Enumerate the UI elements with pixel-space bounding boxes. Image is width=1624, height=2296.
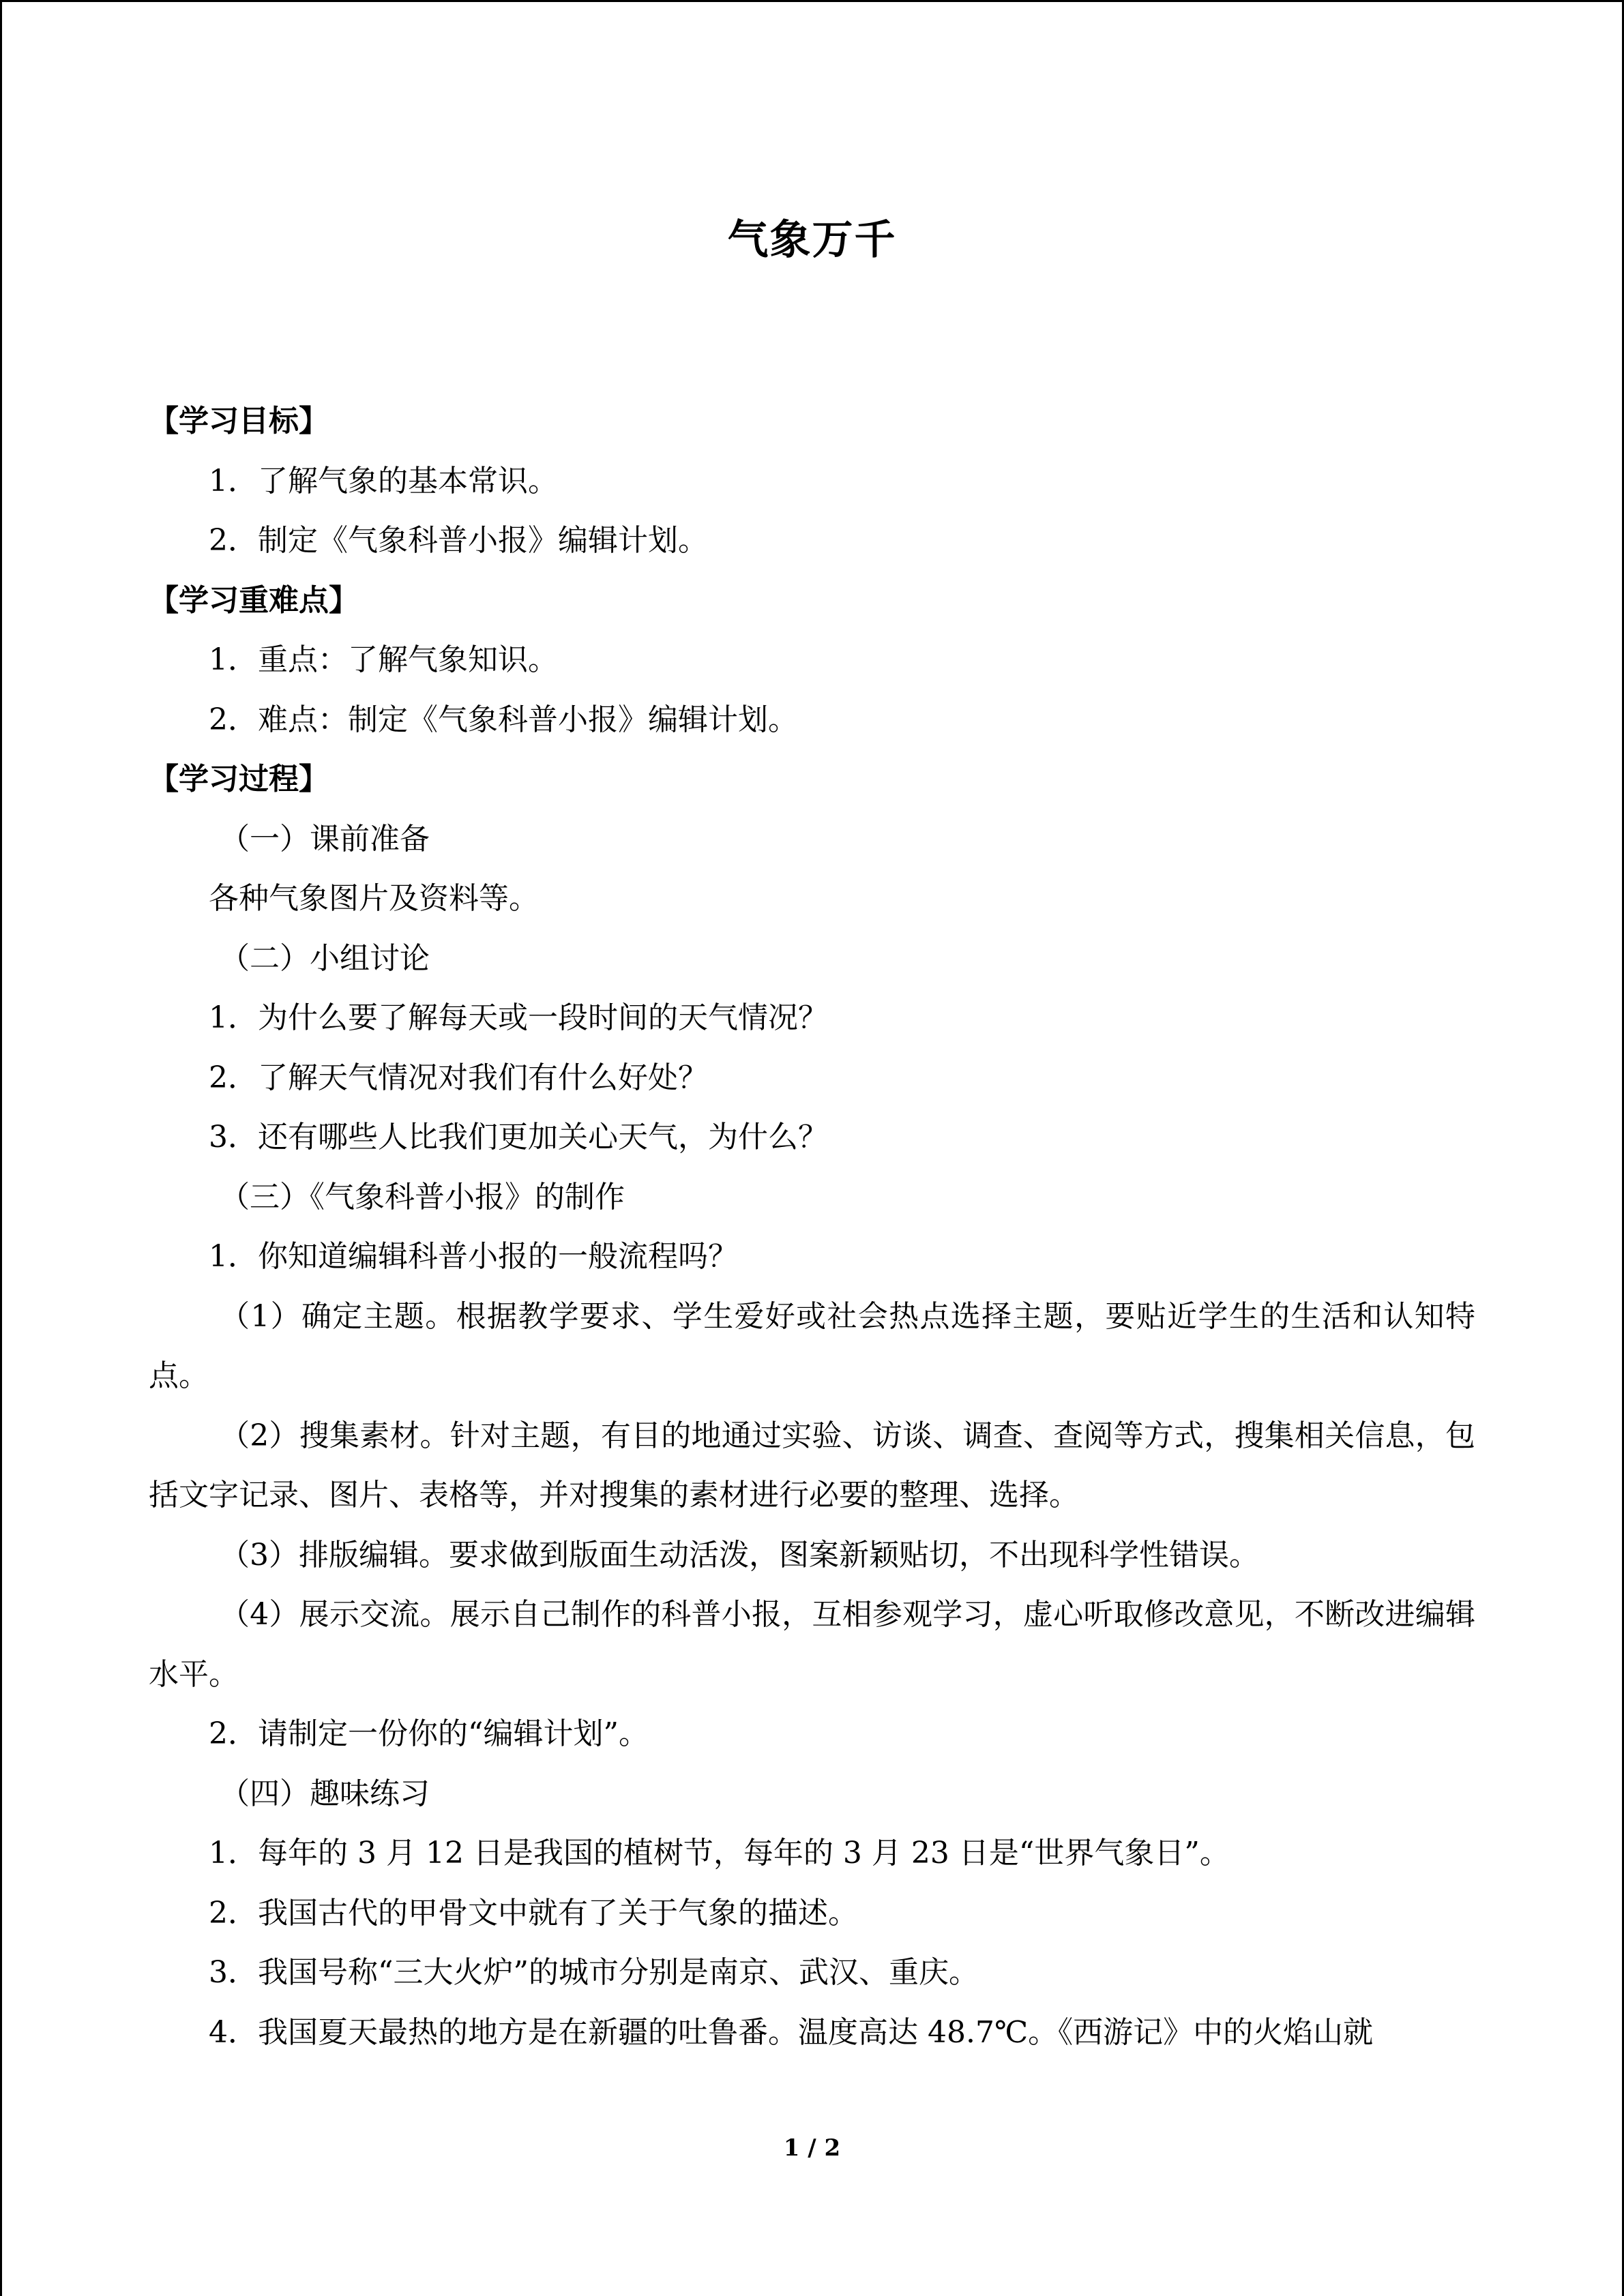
discussion-item: 2．了解天气情况对我们有什么好处？ bbox=[209, 1060, 708, 1095]
page-number: 1 / 2 bbox=[783, 2134, 841, 2162]
fun-item: 4．我国夏天最热的地方是在新疆的吐鲁番。温度高达 48.7℃。《西游记》中的火焰山就 bbox=[209, 2014, 1374, 2050]
discussion-item: 3．还有哪些人比我们更加关心天气，为什么？ bbox=[209, 1120, 828, 1154]
section-heading-goals: 【学习目标】 bbox=[149, 404, 329, 438]
making-step: （3）排版编辑。要求做到版面生动活泼，图案新颖贴切，不出现科学性错误。 bbox=[220, 1537, 1259, 1572]
goal-item: 1．了解气象的基本常识。 bbox=[209, 463, 558, 498]
section-heading-process: 【学习过程】 bbox=[149, 762, 329, 796]
fun-item: 1．每年的 3 月 12 日是我国的植树节，每年的 3 月 23 日是“世界气象日”。 bbox=[209, 1836, 1230, 1870]
subsection-title-prep: （一）课前准备 bbox=[220, 821, 430, 856]
subsection-title-fun: （四）趣味练习 bbox=[220, 1776, 430, 1811]
making-step: （1）确定主题。根据教学要求、学生爱好或社会热点选择主题，要贴近学生的生活和认知特点。 bbox=[149, 1298, 1475, 1393]
subsection-title-making: （三）《气象科普小报》的制作 bbox=[220, 1179, 625, 1214]
making-step: （2）搜集素材。针对主题，有目的地通过实验、访谈、调查、查阅等方式，搜集相关信息，包括文字记录、图片、表格等，并对搜集的素材进行必要的整理、选择。 bbox=[149, 1418, 1475, 1512]
page-title: 气象万千 bbox=[727, 216, 897, 264]
making-step: （4）展示交流。展示自己制作的科普小报，互相参观学习，虚心听取修改意见，不断改进编辑水平。 bbox=[149, 1597, 1475, 1692]
key-point-item: 2．难点：制定《气象科普小报》编辑计划。 bbox=[209, 702, 798, 737]
fun-item: 2．我国古代的甲骨文中就有了关于气象的描述。 bbox=[209, 1895, 858, 1930]
key-point-item: 1．重点：了解气象知识。 bbox=[209, 642, 558, 677]
making-question: 2．请制定一份你的“编辑计划”。 bbox=[209, 1716, 649, 1751]
fun-item: 3．我国号称“三大火炉”的城市分别是南京、武汉、重庆。 bbox=[209, 1955, 979, 1990]
goal-item: 2．制定《气象科普小报》编辑计划。 bbox=[209, 523, 708, 558]
prep-text: 各种气象图片及资料等。 bbox=[209, 881, 539, 916]
document-body bbox=[149, 391, 1475, 2062]
making-question: 1．你知道编辑科普小报的一般流程吗？ bbox=[209, 1239, 738, 1274]
subsection-title-discussion: （二）小组讨论 bbox=[220, 940, 430, 976]
discussion-item: 1．为什么要了解每天或一段时间的天气情况？ bbox=[209, 1000, 828, 1035]
section-heading-key-points: 【学习重难点】 bbox=[149, 582, 359, 618]
